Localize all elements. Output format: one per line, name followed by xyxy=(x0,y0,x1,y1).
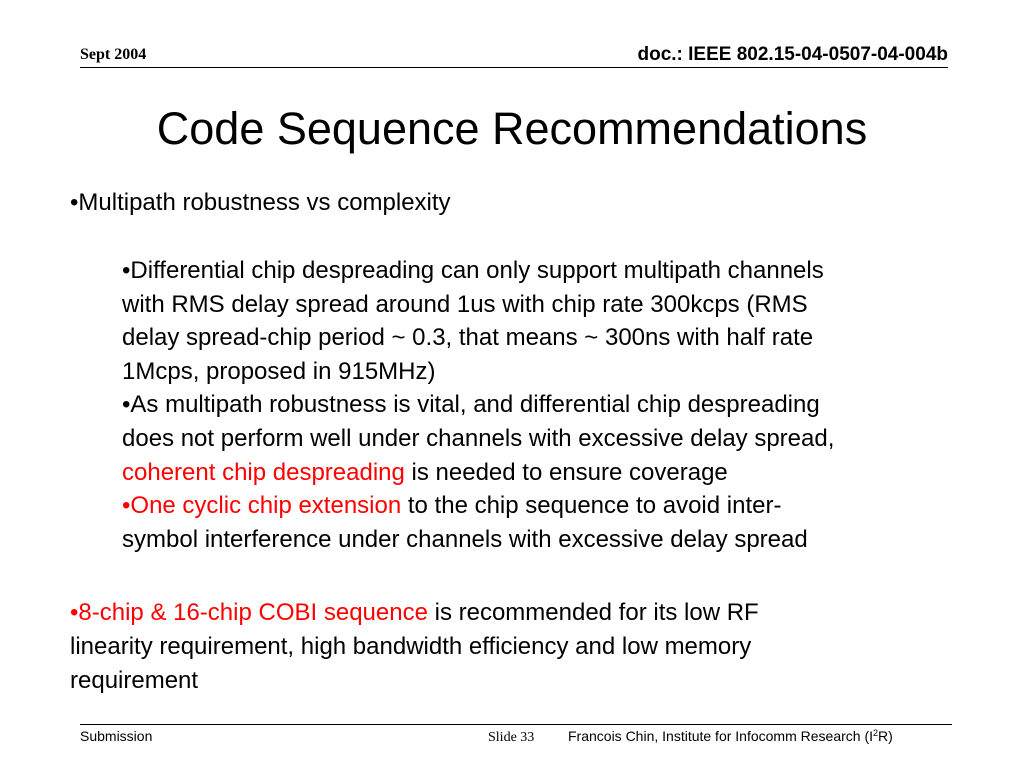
sub-bullet-list xyxy=(122,254,1002,556)
bullet-cobi-line-3: requirement xyxy=(70,667,199,694)
sub-bullet-2-line-3 xyxy=(122,456,1002,490)
emphasis-cyclic-extension: •One cyclic chip extension xyxy=(122,492,402,520)
sub-bullet-2-line-2: does not perform well under channels with excessive delay spread, xyxy=(122,424,835,452)
footer-author-text: Francois Chin, Institute for Infocomm Research (I xyxy=(568,728,873,744)
sub-bullet-1-line-2: with RMS delay spread around 1us with chip rate 300kcps (RMS xyxy=(122,290,808,318)
header-date: Sept 2004 xyxy=(80,46,147,63)
emphasis-cobi-sequence: •8-chip & 16-chip COBI sequence xyxy=(70,599,428,626)
header-rule xyxy=(80,67,948,68)
footer-author xyxy=(568,728,893,745)
sub-bullet-3-line-2: symbol interference under channels with excessive delay spread xyxy=(122,525,808,553)
bullet-cobi-line-1-rest: is recommended for its low RF xyxy=(427,599,759,626)
bullet-multipath: •Multipath robustness vs complexity xyxy=(70,189,451,216)
bullet-cobi-sequence xyxy=(70,596,970,698)
bullet-cobi-line-2: linearity requirement, high bandwidth efficiency and low memory xyxy=(70,633,752,660)
footer-submission: Submission xyxy=(80,728,153,744)
sub-bullet-3-line-1 xyxy=(122,489,1002,523)
slide-title: Code Sequence Recommendations xyxy=(156,103,868,154)
sub-bullet-3-line-1-rest: to the chip sequence to avoid inter- xyxy=(401,492,782,520)
sub-bullet-1-line-1: •Differential chip despreading can only support multipath channels xyxy=(122,257,824,284)
header-doc-id: doc.: IEEE 802.15-04-0507-04-004b xyxy=(637,44,948,65)
emphasis-coherent-despreading: coherent chip despreading xyxy=(122,458,405,486)
sub-bullet-1-line-4: 1Mcps, proposed in 915MHz) xyxy=(122,357,436,385)
sub-bullet-1-line-3: delay spread-chip period ~ 0.3, that means ~ 300ns with half rate xyxy=(122,324,814,352)
bullet-cobi-line-1 xyxy=(70,596,970,630)
footer-rule xyxy=(80,724,952,725)
sub-bullet-2-line-1: •As multipath robustness is vital, and differential chip despreading xyxy=(122,391,820,419)
footer-slide-number: Slide 33 xyxy=(488,730,535,745)
footer-author-text-end: R) xyxy=(878,728,893,744)
footer-author-superscript: 2 xyxy=(873,728,879,738)
sub-bullet-2-line-3-rest: is needed to ensure coverage xyxy=(404,458,728,486)
